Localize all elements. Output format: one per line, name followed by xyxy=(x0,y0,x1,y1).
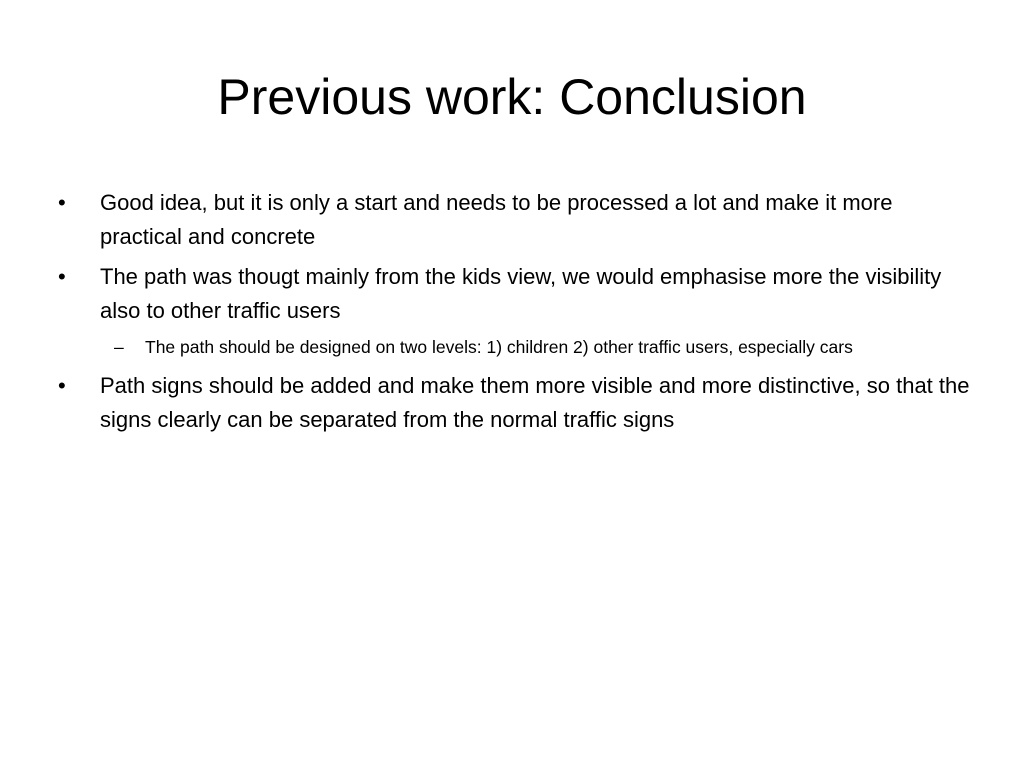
bullet-item xyxy=(56,186,971,254)
bullet-marker: • xyxy=(58,190,66,215)
bullet-text: Path signs should be added and make them more visible and more distinctive, so that the signs clearly can be separated from the normal traffic signs xyxy=(100,373,970,432)
bullet-text: The path was thougt mainly from the kids view, we would emphasise more the visibility also to other traffic users xyxy=(100,264,942,323)
bullet-item xyxy=(56,260,971,328)
bullet-marker: • xyxy=(58,264,66,289)
sub-bullet-item xyxy=(56,334,971,361)
bullet-item xyxy=(56,369,971,437)
slide-body xyxy=(56,186,971,443)
bullet-text: Good idea, but it is only a start and needs to be processed a lot and make it more practical and concrete xyxy=(100,190,893,249)
bullet-marker: • xyxy=(58,373,66,398)
slide-title: Previous work: Conclusion xyxy=(217,69,807,125)
sub-bullet-text: The path should be designed on two levels: 1) children 2) other traffic users, especially cars xyxy=(145,337,853,357)
dash-marker: – xyxy=(114,337,124,357)
